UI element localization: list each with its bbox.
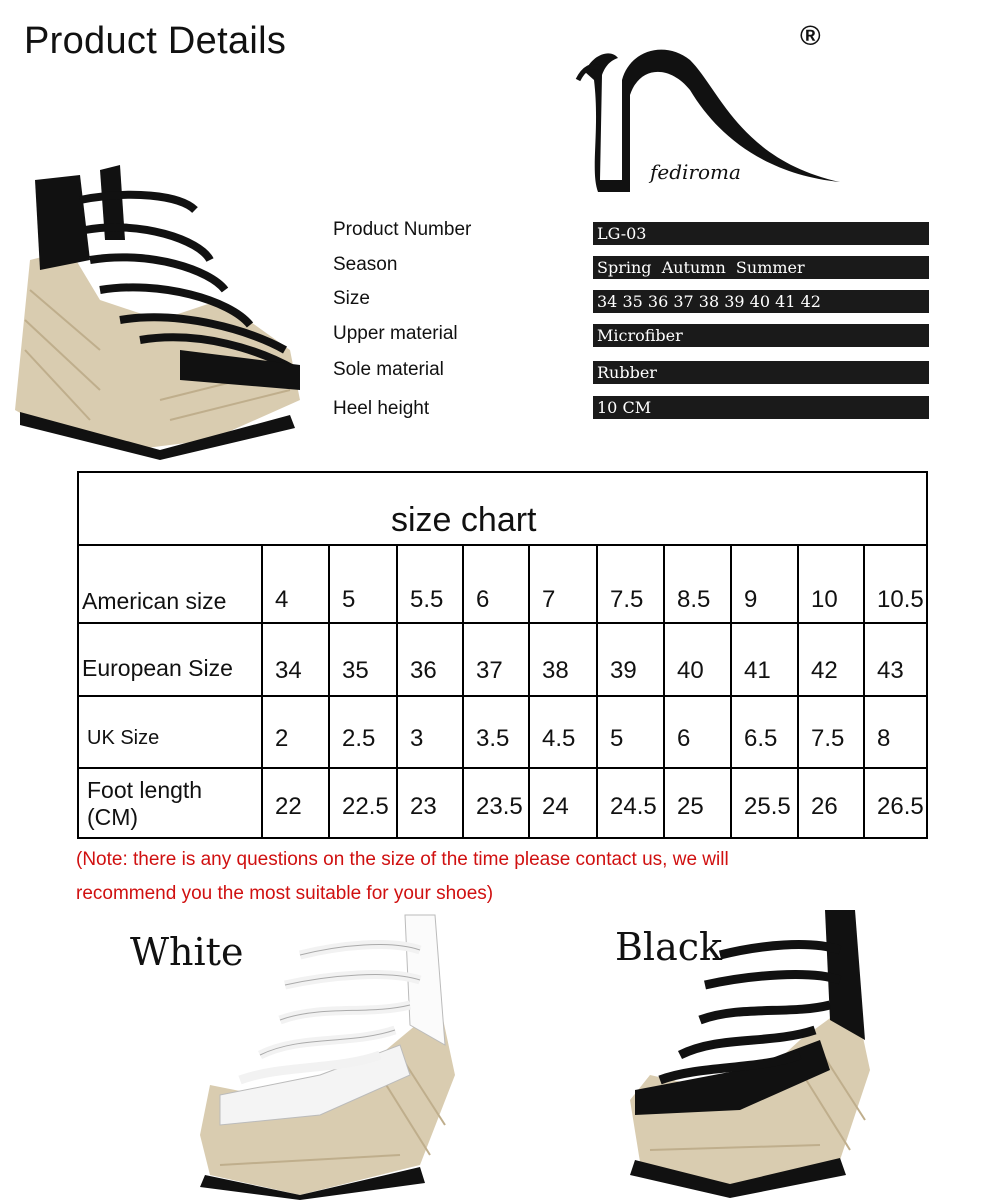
size-value: 42 <box>811 657 838 684</box>
size-value: 26 <box>811 793 838 820</box>
size-value: 22.5 <box>342 793 389 820</box>
size-row-label: UK Size <box>87 727 160 749</box>
size-value: 4.5 <box>542 725 576 752</box>
size-value: 37 <box>476 657 503 684</box>
size-value: 6 <box>677 725 691 752</box>
black-sandal-variant-image <box>610 900 890 1200</box>
size-value: 40 <box>677 657 704 684</box>
size-cell <box>797 624 863 695</box>
size-row-uk-size <box>79 697 926 769</box>
size-value: 10 <box>811 586 838 613</box>
spec-value-sole-material: Rubber <box>593 361 929 384</box>
size-cell <box>528 697 596 767</box>
size-chart-title: size chart <box>391 501 537 539</box>
size-value: 5.5 <box>410 586 444 613</box>
size-value: 10.5 <box>877 586 924 613</box>
size-cell <box>797 546 863 622</box>
size-value: 8 <box>877 725 891 752</box>
variant-label-white: White <box>130 930 244 974</box>
size-cell <box>462 697 528 767</box>
size-value: 34 <box>275 657 302 684</box>
size-cell <box>797 697 863 767</box>
size-cell <box>863 624 926 695</box>
size-cell <box>396 546 462 622</box>
size-cell <box>528 546 596 622</box>
size-value: 7.5 <box>610 586 644 613</box>
brand-name: fediroma <box>650 160 741 184</box>
size-value: 35 <box>342 657 369 684</box>
size-value: 8.5 <box>677 586 711 613</box>
size-value: 23.5 <box>476 793 523 820</box>
size-value: 4 <box>275 586 289 613</box>
black-sandal-image <box>10 150 310 460</box>
size-cell <box>328 546 396 622</box>
size-cell <box>863 546 926 622</box>
size-value: 5 <box>342 586 356 613</box>
size-value: 26.5 <box>877 793 924 820</box>
size-value: 36 <box>410 657 437 684</box>
spec-label-size: Size <box>333 288 370 309</box>
size-row-foot-length <box>79 769 926 837</box>
size-row-label: Foot length (CM) <box>87 777 203 830</box>
size-cell <box>462 769 528 837</box>
size-value: 3.5 <box>476 725 510 752</box>
size-cell <box>328 624 396 695</box>
size-value: 6.5 <box>744 725 778 752</box>
size-value: 6 <box>476 586 490 613</box>
size-cell <box>261 769 328 837</box>
white-sandal-image <box>180 905 480 1200</box>
size-cell <box>730 624 797 695</box>
size-value: 24 <box>542 793 569 820</box>
variant-label-black: Black <box>615 925 723 969</box>
size-cell <box>663 624 730 695</box>
size-cell <box>528 769 596 837</box>
spec-label-season: Season <box>333 254 398 275</box>
spec-label-heel-height: Heel height <box>333 398 430 419</box>
size-cell <box>663 697 730 767</box>
size-cell <box>596 624 663 695</box>
size-cell <box>328 769 396 837</box>
spec-label-upper-material: Upper material <box>333 323 458 344</box>
size-value: 7.5 <box>811 725 845 752</box>
page-title: Product Details <box>24 20 287 62</box>
spec-value-upper-material: Microfiber <box>593 324 929 347</box>
spec-value-heel-height: 10 CM <box>593 396 929 419</box>
size-value: 22 <box>275 793 302 820</box>
size-cell <box>396 697 462 767</box>
size-value: 2.5 <box>342 725 376 752</box>
size-cell <box>797 769 863 837</box>
size-note-line-1: (Note: there is any questions on the size of the time please contact us, we will <box>76 849 729 870</box>
size-chart-header <box>79 473 926 546</box>
spec-label-sole-material: Sole material <box>333 359 444 380</box>
size-row-american-size <box>79 546 926 624</box>
size-cell <box>261 546 328 622</box>
size-value: 7 <box>542 586 556 613</box>
size-cell <box>863 697 926 767</box>
size-cell <box>462 624 528 695</box>
size-value: 39 <box>610 657 637 684</box>
registered-mark: ® <box>800 20 821 51</box>
size-value: 3 <box>410 725 424 752</box>
size-cell <box>730 546 797 622</box>
size-cell <box>863 769 926 837</box>
size-value: 43 <box>877 657 904 684</box>
size-cell <box>261 624 328 695</box>
size-cell <box>396 624 462 695</box>
size-cell <box>396 769 462 837</box>
size-chart-table <box>77 471 928 839</box>
size-value: 41 <box>744 657 771 684</box>
size-note-line-2: recommend you the most suitable for your shoes) <box>76 883 494 904</box>
spec-label-product-number: Product Number <box>333 219 472 240</box>
spec-value-season: Spring Autumn Summer <box>593 256 929 279</box>
size-value: 5 <box>610 725 624 752</box>
size-cell <box>261 697 328 767</box>
size-cell <box>528 624 596 695</box>
size-cell <box>730 769 797 837</box>
size-value: 2 <box>275 725 289 752</box>
size-cell <box>328 697 396 767</box>
size-cell <box>663 769 730 837</box>
size-value: 24.5 <box>610 793 657 820</box>
size-value: 9 <box>744 586 758 613</box>
spec-value-size: 34 35 36 37 38 39 40 41 42 <box>593 290 929 313</box>
size-value: 25.5 <box>744 793 791 820</box>
size-cell <box>663 546 730 622</box>
size-row-label: European Size <box>82 655 233 681</box>
size-cell <box>596 546 663 622</box>
size-row-european-size <box>79 624 926 697</box>
size-value: 25 <box>677 793 704 820</box>
size-row-label: American size <box>82 588 227 614</box>
size-value: 38 <box>542 657 569 684</box>
size-cell <box>596 769 663 837</box>
size-value: 23 <box>410 793 437 820</box>
size-cell <box>730 697 797 767</box>
size-cell <box>596 697 663 767</box>
size-cell <box>462 546 528 622</box>
spec-value-product-number: LG-03 <box>593 222 929 245</box>
